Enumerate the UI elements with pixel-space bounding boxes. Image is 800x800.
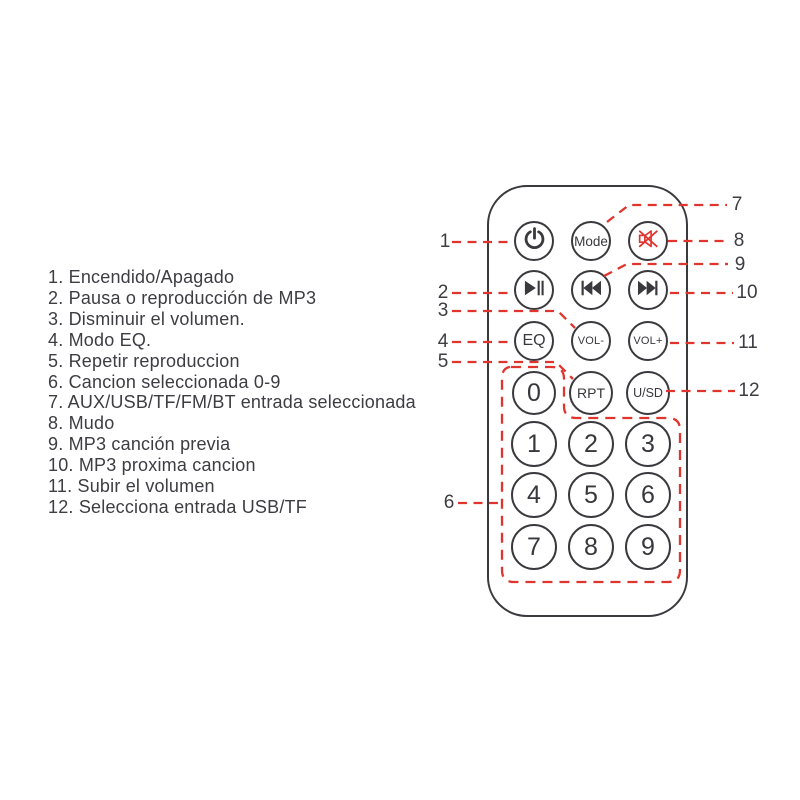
digit-4-button	[511, 472, 557, 518]
digit-9-label: 9	[641, 532, 655, 561]
callout-number-2: 2	[437, 282, 449, 303]
digit-9-button	[625, 524, 671, 570]
legend-item-2: 2. Pausa o reproducción de MP3	[48, 287, 317, 308]
digit-8-button	[568, 524, 614, 570]
usb-sd-button	[626, 371, 670, 415]
callout-number-7: 7	[731, 194, 743, 215]
usb-sd-button-label: U/SD	[633, 386, 663, 400]
digit-5-button	[568, 472, 614, 518]
repeat-button-label: RPT	[577, 385, 605, 401]
volume-down-label: VOL-	[577, 335, 605, 347]
legend-list	[48, 267, 416, 518]
eq-button	[514, 321, 554, 361]
play-pause-icon	[522, 278, 546, 303]
legend-item-8: 8. Mudo	[48, 413, 115, 434]
callout-number-5: 5	[437, 351, 449, 372]
volume-up-button	[628, 321, 668, 361]
digit-7-button	[511, 524, 557, 570]
power-button	[514, 221, 554, 261]
callout-number-6: 6	[443, 492, 455, 513]
digit-6-button	[625, 472, 671, 518]
digit-2-button	[568, 421, 614, 467]
digit-0-label: 0	[527, 378, 541, 407]
legend-item-5: 5. Repetir reproduccion	[48, 350, 240, 371]
legend-item-11: 11. Subir el volumen	[48, 476, 215, 497]
digit-6-label: 6	[641, 480, 655, 509]
legend-item-3: 3. Disminuir el volumen.	[48, 308, 245, 329]
callout-number-8: 8	[733, 230, 745, 251]
previous-track-button	[571, 270, 611, 310]
legend-item-10: 10. MP3 proxima cancion	[48, 455, 256, 476]
next-track-button	[628, 270, 668, 310]
digit-3-label: 3	[641, 429, 655, 458]
callout-number-3: 3	[437, 300, 449, 321]
repeat-button	[569, 371, 613, 415]
legend-item-4: 4. Modo EQ.	[48, 329, 152, 350]
mode-button-label: Mode	[574, 233, 608, 249]
eq-button-label: EQ	[522, 332, 546, 349]
legend-item-6: 6. Cancion seleccionada 0-9	[48, 371, 281, 392]
legend-item-7: 7. AUX/USB/TF/FM/BT entrada seleccionada	[48, 392, 416, 413]
callout-number-9: 9	[734, 254, 746, 275]
mode-button	[571, 221, 611, 261]
callout-number-1: 1	[439, 231, 451, 252]
digit-0-button	[512, 371, 556, 415]
power-icon	[522, 226, 547, 256]
play-pause-button	[514, 270, 554, 310]
digit-1-label: 1	[527, 429, 541, 458]
volume-up-label: VOL+	[633, 335, 663, 347]
callout-number-12: 12	[738, 380, 760, 401]
digit-2-label: 2	[584, 429, 598, 458]
digit-3-button	[625, 421, 671, 467]
legend-item-1: 1. Encendido/Apagado	[48, 267, 235, 287]
legend-item-12: 12. Selecciona entrada USB/TF	[48, 496, 307, 517]
digit-5-label: 5	[584, 480, 598, 509]
volume-down-button	[571, 321, 611, 361]
callout-number-4: 4	[437, 331, 449, 352]
legend-item-9: 9. MP3 canción previa	[48, 434, 231, 455]
next-track-icon	[636, 278, 660, 303]
previous-track-icon	[579, 278, 603, 303]
callout-number-11: 11	[738, 332, 758, 353]
mute-button	[628, 221, 668, 261]
digit-7-label: 7	[527, 532, 541, 561]
digit-8-label: 8	[584, 532, 598, 561]
mute-speaker-icon	[636, 226, 661, 256]
callout-number-10: 10	[736, 282, 758, 303]
digit-4-label: 4	[527, 480, 541, 509]
digit-1-button	[511, 421, 557, 467]
